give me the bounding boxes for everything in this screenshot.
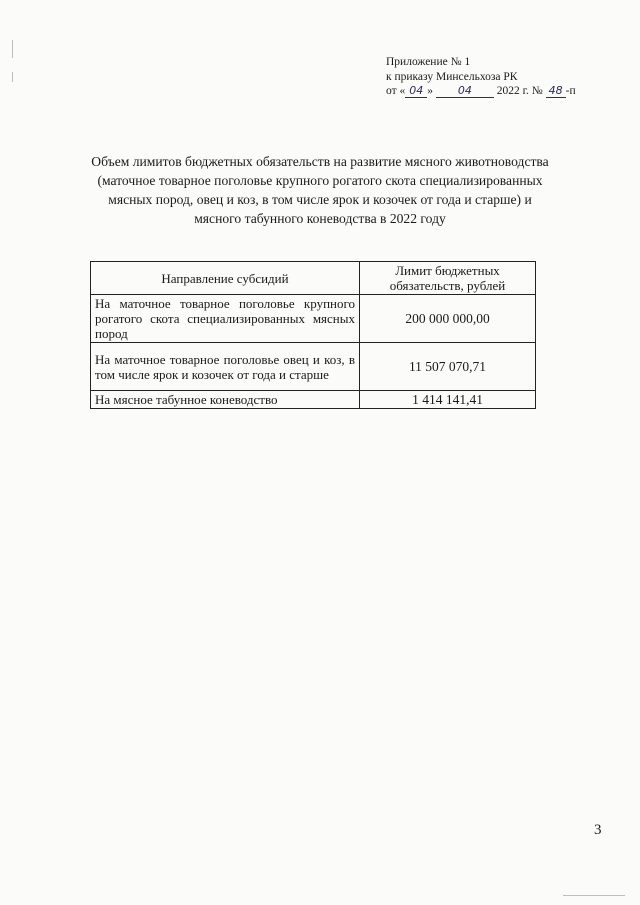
order-number: 48 [546,85,566,98]
table-header-row [91,262,536,295]
row-amount: 200 000 000,00 [360,295,536,343]
annex-date-line [386,84,576,99]
date-prefix: от « [386,85,406,97]
row-direction: На маточное товарное поголовье овец и коз, в том числе ярок и козочек от года и старше [91,343,360,391]
date-month: 04 [436,85,494,98]
scan-mark [563,895,625,896]
scan-mark [12,40,13,58]
row-amount: 1 414 141,41 [360,391,536,409]
annex-order-ref: к приказу Минсельхоза РК [386,70,518,83]
page-number: 3 [594,822,602,838]
table-row [91,343,536,391]
annex-header [386,55,576,99]
date-day: 04 [405,85,427,98]
date-day-close: » [427,85,433,97]
row-direction: На маточное товарное поголовье крупного рогатого скота специализированных мясных пород [91,295,360,343]
header-direction: Направление субсидий [91,262,360,295]
order-suffix: -п [565,85,576,97]
annex-title: Приложение № 1 [386,56,471,68]
scan-mark [12,72,13,82]
document-title: Объем лимитов бюджетных обязательств на развитие мясного животноводства (маточное товарное поголовье крупного рогатого скота специализированных мясных пород, овец и коз, в том числе ярок и козочек от года и старше) и мясного табунного коневодства в 2022 году [91,154,549,226]
header-limit: Лимит бюджетных обязательств, рублей [360,262,536,295]
table-row [91,391,536,409]
limits-table [90,261,536,409]
row-amount: 11 507 070,71 [360,343,536,391]
table-row [91,295,536,343]
date-year: 2022 г. № [496,85,543,97]
row-direction: На мясное табунное коневодство [91,391,360,409]
